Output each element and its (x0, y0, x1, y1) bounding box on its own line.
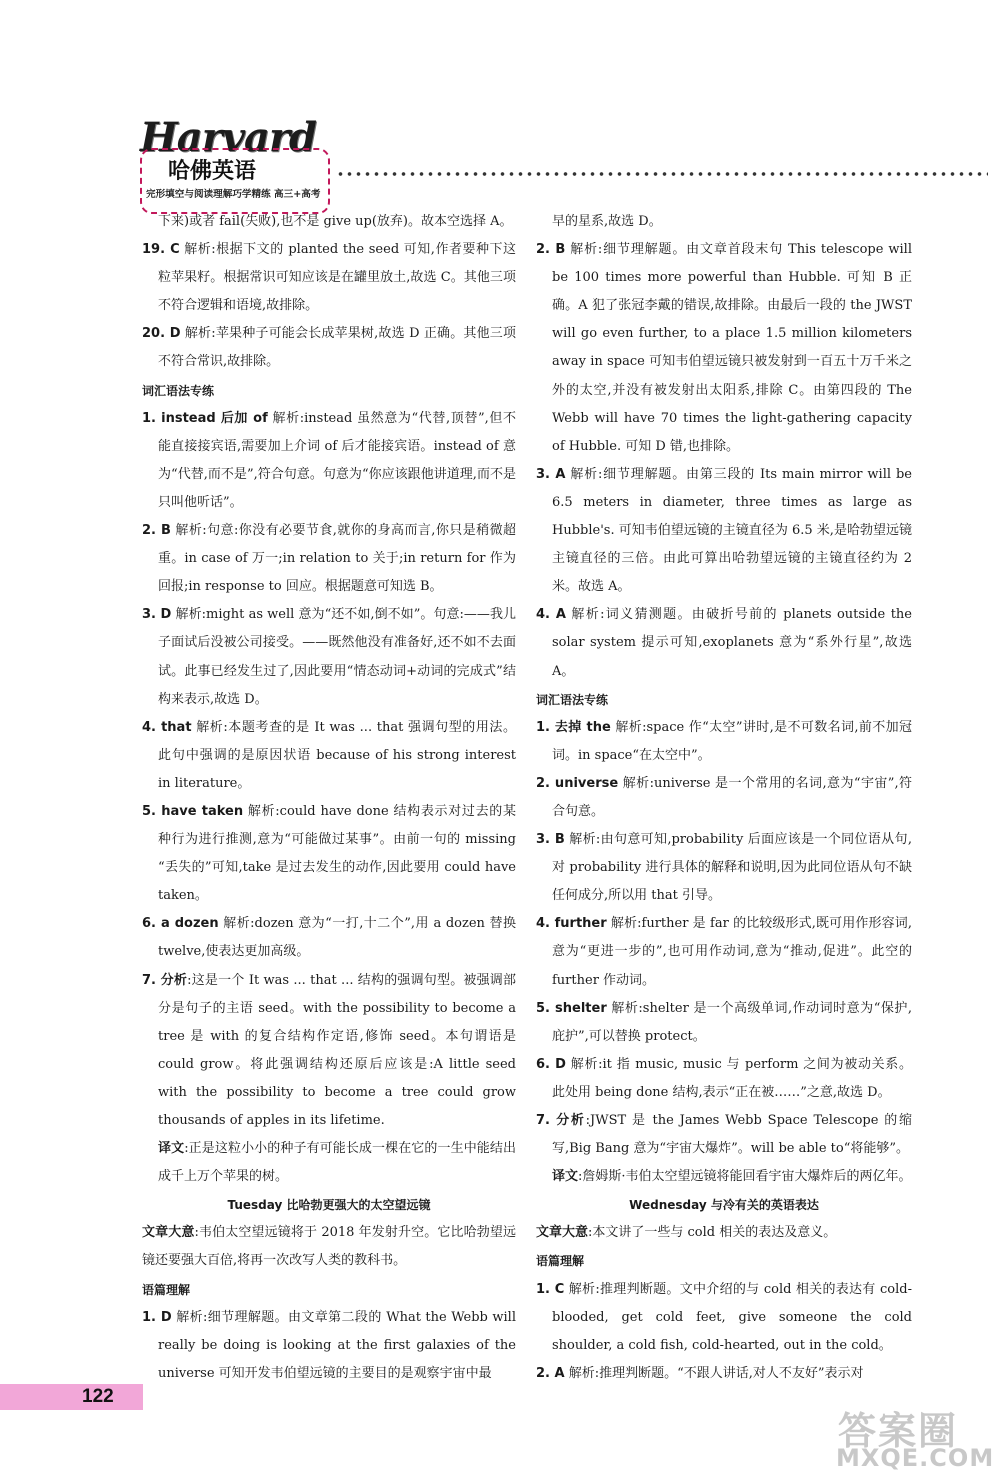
item-text: 解析:细节理解题。由文章首段末句 This telescope will be 100 times more powerful than Hubble. 可知 B 正确。A 犯了张冠李戴的错误,故排除。由最后一段的 the JWST will go even further, to a place 1.5 million kilometers away in space 可知韦伯望远镜只被发射到一百五十万千米之外的太空,并没有被发射出太阳系,排除 C。由第四段的 The Webb will have 70 times the light-gathering capacity of Hubble. 可知 D 错,也排除。 (552, 242, 912, 454)
answer-item (142, 798, 516, 910)
item-text: 语篇理解 (142, 1282, 191, 1297)
item-label: 4. that (142, 719, 192, 735)
item-text: 解析:细节理解题。由文章第二段的 What the Webb will really be doing is looking at the first galaxies of the universe 可知开发韦伯望远镜的主要目的是观察宇宙中最 (158, 1309, 516, 1381)
paragraph (142, 1219, 516, 1275)
item-label: 译文 (552, 1169, 579, 1185)
logo-title: 哈佛英语 (168, 159, 257, 184)
watermark-url: MXQE.COM (836, 1444, 995, 1472)
item-label: 2. A (536, 1365, 565, 1381)
logo-subtitle: 完形填空与阅读理解巧学精练 高三+高考 (146, 189, 321, 200)
item-text: 词汇语法专练 (536, 692, 609, 707)
right-column (536, 208, 912, 1388)
answer-item (536, 770, 912, 826)
watermark (832, 1400, 998, 1474)
answer-item (536, 461, 912, 601)
item-label: 6. D (536, 1056, 566, 1072)
item-text: 解析:根据下文的 planted the seed 可知,作者要种下这粒苹果籽。根据常识可知应该是在罐里放土,故选 C。其他三项不符合逻辑和语境,故排除。 (158, 242, 516, 314)
item-text: :这是一个 It was ... that ... 结构的强调句型。被强调部分是句子的主语 seed。with the possibility to become a tree 是 with 的复合结构作定语,修饰 seed。本句谓语是 could grow。将此强调结构还原后应该是:A little seed with the possibility to become a tree could grow thousands of apples in its lifetime. (158, 972, 517, 1128)
paragraph (142, 1135, 516, 1191)
answer-item (536, 910, 912, 994)
item-text: 解析:further 是 far 的比较级形式,既可用作形容词,意为“更进一步的”,也可用作动词,意为“推动,促进”。此空的 further 作动词。 (552, 916, 913, 988)
answer-item (142, 236, 516, 320)
item-label: 文章大意 (536, 1225, 589, 1241)
item-text: 解析:词义猜测题。由破折号前的 planets outside the solar system 提示可知,exoplanets 意为“系外行星”,故选 A。 (552, 607, 912, 679)
item-label: 3. D (142, 607, 172, 623)
answer-item (142, 910, 516, 966)
paragraph (536, 1163, 912, 1191)
section-heading (142, 377, 516, 405)
item-text: :JWST 是 the James Webb Space Telescope 的缩写,Big Bang 意为“宇宙大爆炸”。will be able to“将能够”。 (552, 1113, 912, 1157)
item-text: 解析:句意:你没有必要节食,就你的身高而言,你只是稍微超重。in case of 万一;in relation to 关于;in return for 作为回报;in response to 回应。根据题意可知选 B。 (158, 523, 516, 595)
item-label: 3. B (536, 832, 565, 848)
item-text: 解析:might as well 意为“还不如,倒不如”。句意:——我儿子面试后没被公司接受。——既然他没有准备好,还不如不去面试。此事已经发生过了,因此要用“情态动词+动词的完成式”结构来表示,故选 D。 (158, 607, 516, 707)
item-label: 2. B (142, 523, 171, 539)
item-text: :本文讲了一些与 cold 相关的表达及意义。 (588, 1225, 837, 1241)
paragraph (142, 208, 516, 236)
item-text: 下来)或者 fail(失败),也不是 give up(放弃)。故本空选择 A。 (158, 214, 513, 229)
item-text: 解析:shelter 是一个高级单词,作动词时意为“保护,庇护”,可以替换 protect。 (552, 1000, 912, 1044)
item-text: 解析:苹果种子可能会长成苹果树,故选 D 正确。其他三项不符合常识,故排除。 (158, 326, 516, 370)
answer-item (142, 1304, 516, 1388)
item-label: 3. A (536, 466, 566, 482)
item-label: 1. 去掉 the (536, 719, 611, 735)
item-label: 6. a dozen (142, 916, 219, 932)
item-text: 解析:细节理解题。由第三段的 Its main mirror will be 6.5 meters in diameter, three times as large as Hubble's. 可知韦伯望远镜的主镜直径为 6.5 米,是哈勃望远镜主镜直径的三倍。由此可算出哈勃望远镜的主镜直径约为 2 米。故选 A。 (552, 466, 912, 595)
answer-item (536, 826, 912, 910)
item-text: :正是这粒小小的种子有可能长成一棵在它的一生中能结出成千上万个苹果的树。 (158, 1141, 516, 1185)
item-label: 4. further (536, 916, 607, 932)
item-text: 解析:推理判断题。“不跟人讲话,对人不友好”表示对 (564, 1365, 864, 1381)
harvard-logo (140, 114, 332, 200)
item-text: 解析:dozen 意为“一打,十二个”,用 a dozen 替换 twelve,使表达更加高级。 (158, 916, 516, 960)
page-header (140, 114, 1000, 218)
answer-item (142, 967, 516, 1136)
item-text: Tuesday 比哈勃更强大的太空望远镜 (227, 1198, 431, 1213)
section-heading (536, 686, 912, 714)
item-label: 19. C (142, 242, 180, 258)
item-label: 1. C (536, 1281, 565, 1297)
left-column (142, 208, 516, 1388)
item-text: 解析:it 指 music, music 与 perform 之间为被动关系。此处用 being done 结构,表示“正在被……”之意,故选 D。 (552, 1056, 912, 1100)
item-text: 解析:space 作“太空”讲时,是不可数名词,前不加冠词。in space“在太空中”。 (552, 719, 912, 763)
item-label: 20. D (142, 326, 181, 342)
item-label: 文章大意 (142, 1225, 195, 1241)
answer-item (536, 1051, 912, 1107)
item-label: 译文 (158, 1141, 185, 1157)
item-text: Wednesday 与冷有关的英语表达 (629, 1198, 819, 1213)
item-label: 4. A (536, 607, 566, 623)
answer-item (536, 1276, 912, 1360)
answer-item (142, 320, 516, 376)
dotted-rule (336, 170, 988, 178)
watermark-logo: 答案圈 (838, 1409, 959, 1453)
item-label: 2. universe (536, 775, 619, 791)
passage-title (536, 1191, 912, 1219)
item-text: 解析:本题考查的是 It was ... that 强调句型的用法。此句中强调的是原因状语 because of his strong interest in literature。 (158, 719, 516, 791)
item-text: 解析:推理判断题。文中介绍的与 cold 相关的表达有 cold-blooded, get cold feet, give someone the cold shoulder, a cold fish, cold-hearted, out in the cold。 (552, 1281, 912, 1353)
answer-item (142, 405, 516, 517)
item-text: 词汇语法专练 (142, 383, 215, 398)
item-label: 5. shelter (536, 1000, 607, 1016)
item-text: :詹姆斯·韦伯太空望远镜将能回看宇宙大爆炸后的两亿年。 (578, 1169, 912, 1185)
section-heading (536, 1247, 912, 1275)
answer-item (536, 1360, 912, 1388)
answer-item (536, 995, 912, 1051)
item-label: 7. 分析 (536, 1113, 586, 1128)
passage-title (142, 1191, 516, 1219)
item-label: 2. B (536, 242, 566, 258)
page-number: 122 (82, 1386, 114, 1407)
item-text: 解析:由句意可知,probability 后面应该是一个同位语从句,对 probability 进行具体的解释和说明,因为此同位语从句不缺任何成分,所以用 that 引导。 (552, 832, 912, 904)
item-text: :韦伯太空望远镜将于 2018 年发射升空。它比哈勃望远镜还要强大百倍,将再一次改写人类的教科书。 (142, 1225, 516, 1269)
answer-item (536, 714, 912, 770)
item-text: 早的星系,故选 D。 (552, 214, 662, 229)
item-text: 解析:instead 虽然意为“代替,顶替”,但不能直接接宾语,需要加上介词 of 后才能接宾语。instead of 意为“代替,而不是”,符合句意。句意为“你应该跟他讲道理,而不是只叫他听话”。 (158, 410, 516, 510)
item-label: 5. have taken (142, 803, 244, 819)
item-label: 1. instead 后加 of (142, 410, 268, 426)
answer-item (536, 236, 912, 461)
page-number-tab (0, 1384, 143, 1410)
item-text: 语篇理解 (536, 1254, 585, 1269)
paragraph (536, 1219, 912, 1247)
answer-item (142, 601, 516, 713)
answer-item (142, 714, 516, 798)
answer-item (142, 517, 516, 601)
item-text: 解析:could have done 结构表示对过去的某种行为进行推测,意为“可能做过某事”。由前一句的 missing “丢失的”可知,take 是过去发生的动作,因此要用 could have taken。 (158, 803, 516, 904)
paragraph (536, 208, 912, 236)
section-heading (142, 1276, 516, 1304)
item-label: 7. 分析 (142, 972, 188, 988)
item-text: 解析:universe 是一个常用的名词,意为“宇宙”,符合句意。 (552, 775, 912, 819)
item-label: 1. D (142, 1309, 172, 1325)
answer-item (536, 601, 912, 685)
logo-word: Harvard (140, 114, 316, 161)
answer-item (536, 1107, 912, 1163)
